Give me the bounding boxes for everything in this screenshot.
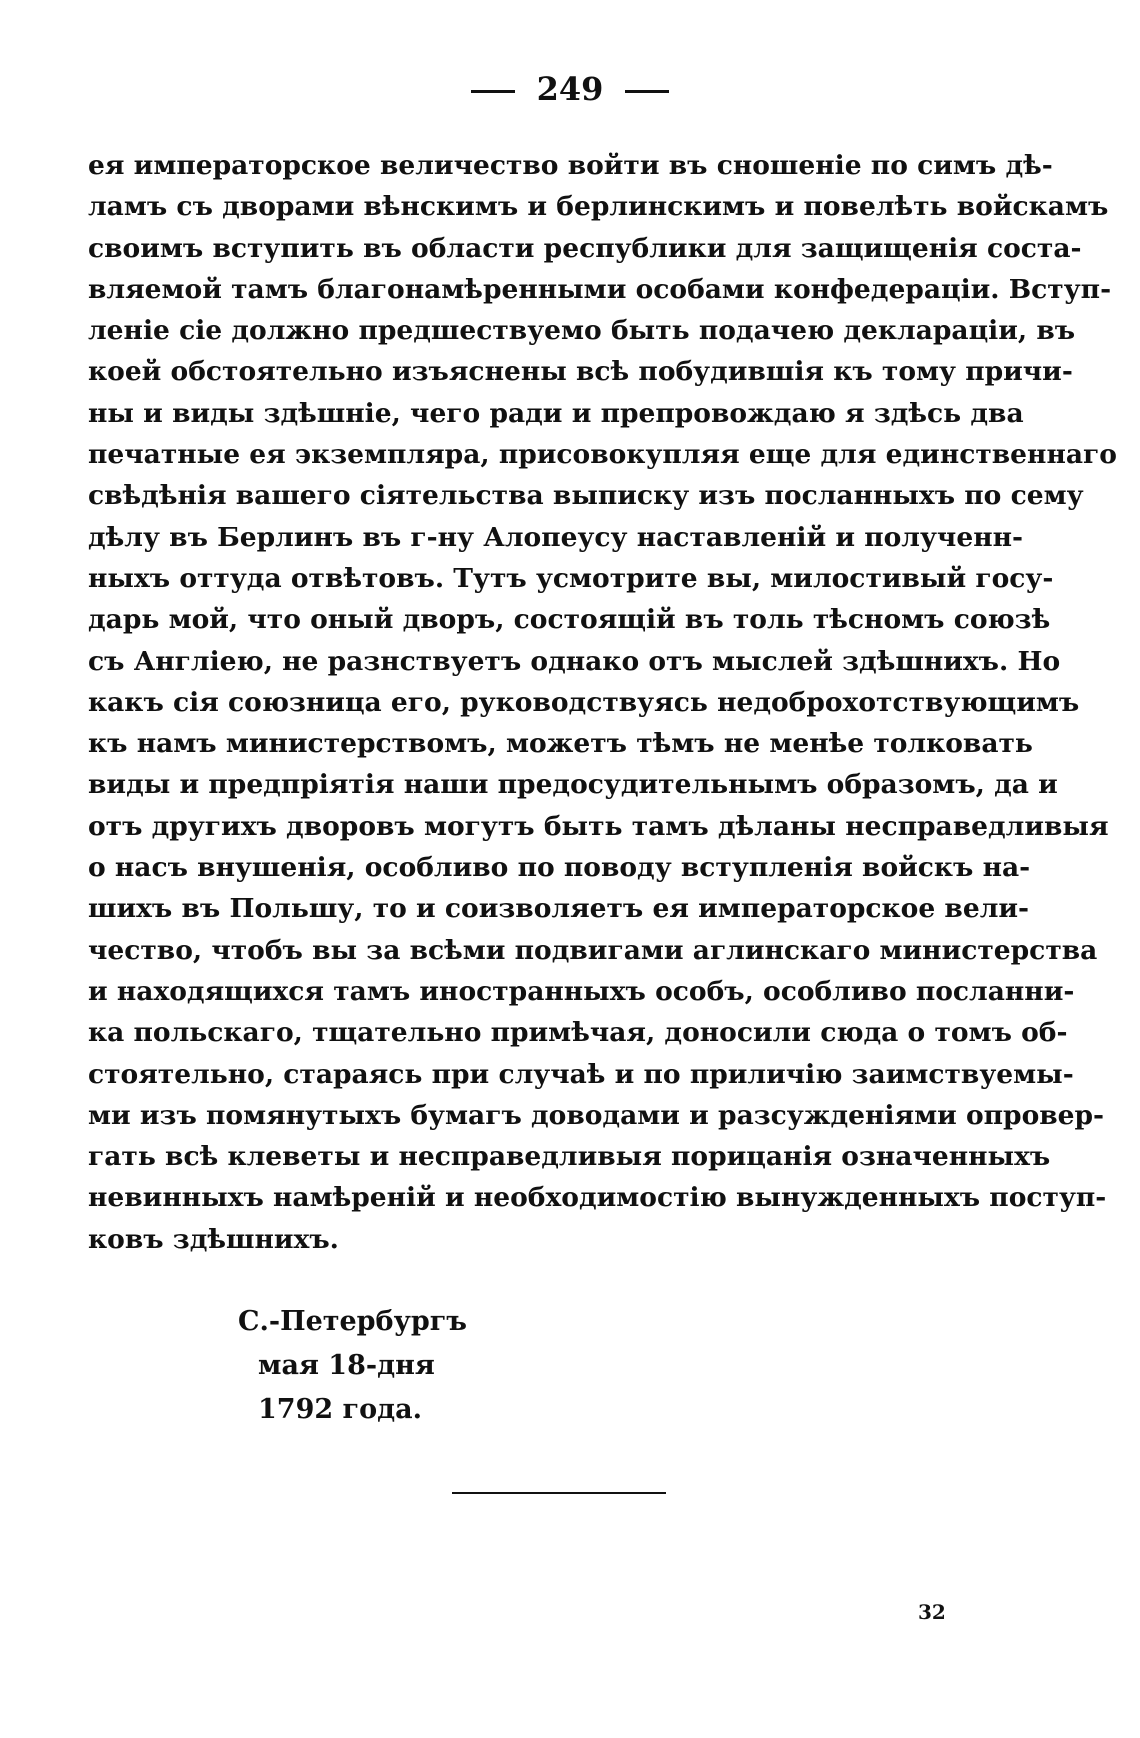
header-dash-right	[625, 90, 669, 93]
text-line: вляемой тамъ благонамѣренными особами конфедераціи. Вступ-	[88, 273, 1112, 305]
text-line: съ Англіею, не разнствуетъ однако отъ мыслей здѣшнихъ. Но	[88, 645, 1061, 677]
signature-date: мая 18-дня	[258, 1350, 435, 1381]
text-line: ка польскаго, тщательно примѣчая, доносили сюда о томъ об-	[88, 1017, 1068, 1049]
text-line: стоятельно, стараясь при случаѣ и по приличію заимствуемы-	[88, 1058, 1074, 1090]
text-line: о насъ внушенія, особливо по поводу вступленія войскъ на-	[88, 852, 1031, 884]
text-line: и находящихся тамъ иностранныхъ особъ, особливо посланни-	[88, 975, 1075, 1007]
text-line: къ намъ министерствомъ, можетъ тѣмъ не менѣе толковать	[88, 728, 1033, 760]
text-line: ковъ здѣшнихъ.	[88, 1223, 339, 1255]
signature-place: С.-Петербургъ	[238, 1306, 467, 1337]
text-line: невинныхъ намѣреній и необходимостію вынужденныхъ поступ-	[88, 1182, 1107, 1214]
printer-signature-mark: 32	[918, 1600, 946, 1624]
signature-block	[238, 1300, 467, 1432]
page-header	[0, 70, 1140, 108]
text-line: ламъ съ дворами вѣнскимъ и берлинскимъ и повелѣть войскамъ	[88, 191, 1109, 223]
text-line: ея императорское величество войти въ сношеніе по симъ дѣ-	[88, 150, 1053, 181]
text-line: чество, чтобъ вы за всѣми подвигами аглинскаго министерства	[88, 934, 1098, 966]
text-line: гать всѣ клеветы и несправедливыя порицанія означенныхъ	[88, 1141, 1051, 1173]
header-dash-left	[471, 90, 515, 93]
text-line: леніе сіе должно предшествуемо быть подачею деклараціи, въ	[88, 315, 1076, 347]
text-line: дѣлу въ Берлинъ въ г-ну Алопеусу наставленій и полученн-	[88, 521, 1023, 553]
text-line: печатные ея экземпляра, присовокупляя еще для единственнаго	[88, 439, 1117, 471]
text-line: шихъ въ Польшу, то и соизволяетъ ея императорское вели-	[88, 893, 1030, 925]
text-line: своимъ вступить въ области республики для защищенія соста-	[88, 232, 1082, 264]
page-number: 249	[536, 70, 604, 108]
text-line: ны и виды здѣшніе, чего ради и препровождаю я здѣсь два	[88, 397, 1024, 429]
text-line: виды и предпріятія наши предосудительнымъ образомъ, да и	[88, 769, 1058, 801]
signature-year: 1792 года.	[258, 1394, 422, 1425]
text-line: какъ сія союзница его, руководствуясь недоброхотствующимъ	[88, 686, 1080, 718]
text-line: ми изъ помянутыхъ бумагъ доводами и разсужденіями опровер-	[88, 1099, 1105, 1131]
body-text	[88, 145, 1117, 1260]
section-divider	[452, 1492, 666, 1494]
text-line: отъ другихъ дворовъ могутъ быть тамъ дѣланы несправедливыя	[88, 810, 1109, 842]
text-line: дарь мой, что оный дворъ, состоящій въ толь тѣсномъ союзѣ	[88, 604, 1051, 636]
text-line: свѣдѣнія вашего сіятельства выписку изъ посланныхъ по сему	[88, 480, 1084, 512]
text-line: ныхъ оттуда отвѣтовъ. Тутъ усмотрите вы, милостивый госу-	[88, 562, 1054, 594]
text-line: коей обстоятельно изъяснены всѣ побудившія къ тому причи-	[88, 356, 1073, 388]
